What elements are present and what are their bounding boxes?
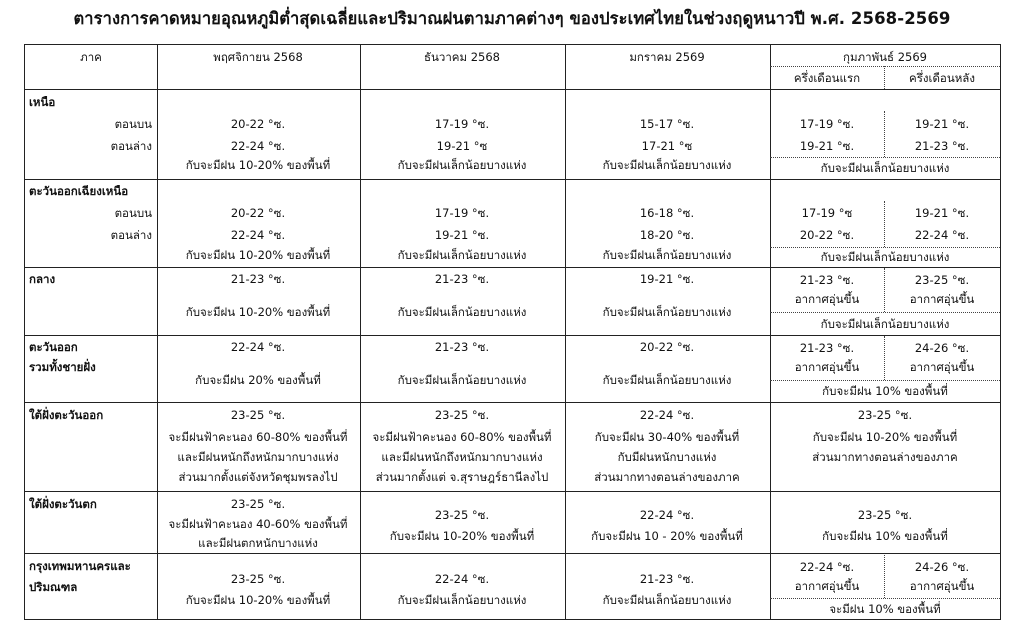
subregion-lower: ตอนล่าง — [110, 228, 152, 242]
feb-subheader-line — [770, 66, 1000, 67]
rain-cell: กับจะมีฝนเล็กน้อยบางแห่ง — [820, 317, 950, 331]
temp-cell: 19-21 °ซ — [436, 139, 488, 153]
rain-cell: กับจะมีฝนเล็กน้อยบางแห่ง — [602, 593, 732, 607]
temp-cell: 21-23 °ซ. — [639, 572, 695, 586]
temp-cell: 24-26 °ซ. — [914, 341, 970, 355]
temp-cell: 21-23 °ซ. — [230, 272, 286, 286]
temp-cell: 17-19 °ซ — [801, 206, 853, 220]
temp-cell: 21-23 °ซ. — [799, 273, 855, 287]
header-region: ภาค — [80, 50, 102, 64]
temp-cell: 18-20 °ซ. — [639, 228, 695, 242]
rain-cell: กับจะมีฝนเล็กน้อยบางแห่ง — [397, 373, 527, 387]
rain-cell: จะมีฝนฟ้าคะนอง 60-80% ของพื้นที่ — [372, 430, 552, 444]
temp-cell: 20-22 °ซ. — [639, 340, 695, 354]
temp-cell: 23-25 °ซ. — [230, 572, 286, 586]
row-divider — [25, 335, 1000, 336]
rain-cell: จะมีฝนฟ้าคะนอง 60-80% ของพื้นที่ — [168, 430, 348, 444]
temp-cell: 22-24 °ซ. — [434, 572, 490, 586]
temp-cell: 22-24 °ซ. — [230, 340, 286, 354]
forecast-table — [24, 44, 1001, 620]
row-divider — [25, 179, 1000, 180]
temp-cell: 19-21 °ซ. — [914, 117, 970, 131]
header-feb: กุมภาพันธ์ 2569 — [843, 50, 927, 64]
row-divider — [25, 491, 1000, 492]
temp-cell: 16-18 °ซ. — [639, 206, 695, 220]
rain-cell: จะมีฝน 10% ของพื้นที่ — [829, 602, 941, 616]
rain-cell: กับจะมีฝน 10-20% ของพื้นที่ — [812, 430, 958, 444]
temp-cell: 23-25 °ซ. — [230, 408, 286, 422]
row-divider — [25, 553, 1000, 554]
temp-cell: 23-25 °ซ. — [230, 497, 286, 511]
column-divider — [360, 45, 361, 619]
feb-split — [884, 66, 885, 89]
rain-cell: กับจะมีฝนเล็กน้อยบางแห่ง — [397, 158, 527, 172]
note-cell: อากาศอุ่นขึ้น — [794, 579, 860, 593]
feb-split — [884, 201, 885, 247]
temp-cell: 21-23 °ซ. — [434, 272, 490, 286]
temp-cell: 23-25 °ซ. — [434, 508, 490, 522]
rain-cell: กับจะมีฝนเล็กน้อยบางแห่ง — [397, 248, 527, 262]
region-bangkok: กรุงเทพมหานครและ — [29, 559, 131, 573]
header-feb-second-half: ครึ่งเดือนหลัง — [909, 71, 975, 85]
rain-cell: กับมีฝนหนักบางแห่ง — [617, 450, 717, 464]
temp-cell: 22-24 °ซ. — [799, 560, 855, 574]
temp-cell: 21-23 °ซ. — [434, 340, 490, 354]
temp-cell: 19-21 °ซ. — [639, 272, 695, 286]
rain-cell: ส่วนมากตั้งแต่จังหวัดชุมพรลงไป — [178, 470, 338, 484]
header-feb-first-half: ครึ่งเดือนแรก — [793, 71, 861, 85]
temp-cell: 19-21 °ซ. — [914, 206, 970, 220]
header-nov: พฤศจิกายน 2568 — [213, 50, 303, 64]
feb-split — [884, 268, 885, 312]
temp-cell: 22-24 °ซ. — [639, 408, 695, 422]
rain-cell: ส่วนมากทางตอนล่างของภาค — [594, 470, 740, 484]
column-divider — [157, 45, 158, 619]
page-title: ตารางการคาดหมายอุณหภูมิต่ำสุดเฉลี่ยและปริมาณฝนตามภาคต่างๆ ของประเทศไทยในช่วงฤดูหนาวปี พ.ศ. 2568-2569 — [73, 9, 951, 28]
rain-cell: กับจะมีฝนเล็กน้อยบางแห่ง — [602, 158, 732, 172]
feb-split — [884, 111, 885, 157]
temp-cell: 21-23 °ซ. — [799, 341, 855, 355]
column-divider — [565, 45, 566, 619]
rain-cell: กับจะมีฝนเล็กน้อยบางแห่ง — [820, 250, 950, 264]
rain-cell: กับจะมีฝนเล็กน้อยบางแห่ง — [397, 305, 527, 319]
rain-cell: กับจะมีฝน 30-40% ของพื้นที่ — [594, 430, 740, 444]
temp-cell: 22-24 °ซ. — [914, 228, 970, 242]
rain-cell: ส่วนมากตั้งแต่ จ.สุราษฎร์ธานีลงไป — [375, 470, 549, 484]
rain-cell: กับจะมีฝน 10-20% ของพื้นที่ — [185, 593, 331, 607]
rain-cell: กับจะมีฝนเล็กน้อยบางแห่ง — [602, 373, 732, 387]
region-bangkok-line2: ปริมณฑล — [29, 580, 78, 594]
temp-cell: 23-25 °ซ. — [914, 273, 970, 287]
subregion-upper: ตอนบน — [114, 117, 152, 131]
temp-cell: 20-22 °ซ. — [799, 228, 855, 242]
rain-cell: กับจะมีฝน 20% ของพื้นที่ — [195, 373, 321, 387]
temp-cell: 19-21 °ซ. — [799, 139, 855, 153]
subregion-upper: ตอนบน — [114, 206, 152, 220]
region-northeast: ตะวันออกเฉียงเหนือ — [29, 184, 129, 198]
temp-cell: 22-24 °ซ. — [230, 139, 286, 153]
rain-cell: กับจะมีฝน 10-20% ของพื้นที่ — [185, 158, 331, 172]
rain-cell: กับจะมีฝนเล็กน้อยบางแห่ง — [820, 161, 950, 175]
temp-cell: 22-24 °ซ. — [230, 228, 286, 242]
rain-cell: จะมีฝนฟ้าคะนอง 40-60% ของพื้นที่ — [168, 517, 348, 531]
rain-cell: ส่วนมากทางตอนล่างของภาค — [812, 450, 958, 464]
note-cell: อากาศอุ่นขึ้น — [794, 292, 860, 306]
region-east-line2: รวมทั้งชายฝั่ง — [29, 360, 96, 374]
feb-split — [884, 555, 885, 598]
region-east: ตะวันออก — [29, 340, 78, 354]
temp-cell: 17-19 °ซ. — [434, 206, 490, 220]
row-divider — [25, 89, 1000, 90]
temp-cell: 15-17 °ซ. — [639, 117, 695, 131]
temp-cell: 20-22 °ซ. — [230, 206, 286, 220]
region-north: เหนือ — [29, 95, 56, 109]
region-south-east: ใต้ฝั่งตะวันออก — [29, 408, 104, 422]
temp-cell: 24-26 °ซ. — [914, 560, 970, 574]
header-jan: มกราคม 2569 — [629, 50, 705, 64]
temp-cell: 22-24 °ซ. — [639, 508, 695, 522]
rain-cell: กับจะมีฝน 10 - 20% ของพื้นที่ — [591, 529, 743, 543]
temp-cell: 17-19 °ซ. — [434, 117, 490, 131]
rain-cell: กับจะมีฝน 10% ของพื้นที่ — [822, 529, 948, 543]
rain-cell: กับจะมีฝนเล็กน้อยบางแห่ง — [602, 305, 732, 319]
header-dec: ธันวาคม 2568 — [424, 50, 500, 64]
rain-cell: กับจะมีฝนเล็กน้อยบางแห่ง — [602, 248, 732, 262]
region-south-west: ใต้ฝั่งตะวันตก — [29, 497, 97, 511]
note-cell: อากาศอุ่นขึ้น — [909, 360, 975, 374]
temp-cell: 23-25 °ซ. — [857, 408, 913, 422]
temp-cell: 19-21 °ซ. — [434, 228, 490, 242]
temp-cell: 17-21 °ซ — [641, 139, 693, 153]
note-cell: อากาศอุ่นขึ้น — [909, 579, 975, 593]
row-divider — [25, 402, 1000, 403]
note-cell: อากาศอุ่นขึ้น — [909, 292, 975, 306]
temp-cell: 20-22 °ซ. — [230, 117, 286, 131]
row-divider — [25, 267, 1000, 268]
note-cell: อากาศอุ่นขึ้น — [794, 360, 860, 374]
temp-cell: 21-23 °ซ. — [914, 139, 970, 153]
rain-cell: กับจะมีฝน 10-20% ของพื้นที่ — [185, 305, 331, 319]
column-divider — [770, 45, 771, 619]
feb-split — [884, 336, 885, 380]
rain-cell: และมีฝนหนักถึงหนักมากบางแห่ง — [381, 450, 543, 464]
rain-cell: กับจะมีฝน 10-20% ของพื้นที่ — [185, 248, 331, 262]
region-central: กลาง — [29, 272, 56, 286]
rain-cell: กับจะมีฝน 10-20% ของพื้นที่ — [389, 529, 535, 543]
rain-cell: กับจะมีฝน 10% ของพื้นที่ — [822, 384, 948, 398]
rain-cell: และมีฝนตกหนักบางแห่ง — [198, 536, 318, 550]
temp-cell: 23-25 °ซ. — [857, 508, 913, 522]
rain-cell: และมีฝนหนักถึงหนักมากบางแห่ง — [177, 450, 339, 464]
temp-cell: 17-19 °ซ. — [799, 117, 855, 131]
subregion-lower: ตอนล่าง — [110, 139, 152, 153]
rain-cell: กับจะมีฝนเล็กน้อยบางแห่ง — [397, 593, 527, 607]
temp-cell: 23-25 °ซ. — [434, 408, 490, 422]
